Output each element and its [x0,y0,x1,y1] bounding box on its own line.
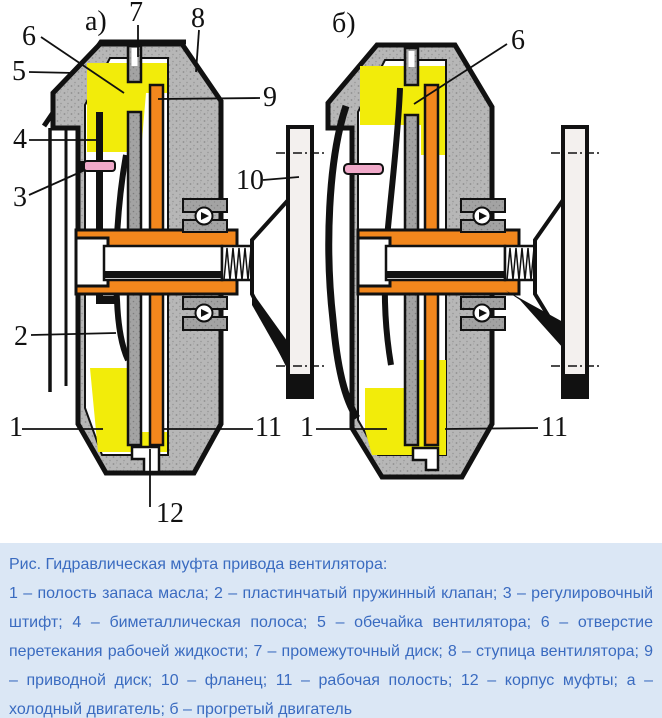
flange-b [563,127,587,397]
callout-11-b: 11 [541,412,568,443]
callout-6-a: 6 [22,21,36,52]
callout-1-a: 1 [9,412,23,443]
leader-9-a [158,98,260,99]
callout-5-a: 5 [12,56,26,87]
caption-legend: 1 – полость запаса масла; 2 – пластинчатый пружинный клапан; 3 – регулировочный штифт; 4 – биметаллическая полоса; 5 – обечайка вентилятора; 6 – отверстие перетекания рабочей жидкости; 7 – промежуточный диск; 8 – ступица вентилятора; 9 – приводной диск; 10 – фланец; 11 – рабочая полость; 12 – корпус муфты; а – холодный двигатель; б – прогретый двигатель [9,585,653,718]
flange-foot-b [563,374,587,397]
shaft-keyline-b [386,271,505,278]
shaft-keyline-a [104,271,222,278]
adjusting-pin-b [344,164,383,174]
callout-8-a: 8 [191,3,205,34]
callout-9-a: 9 [263,82,277,113]
oil-bottom-left-b [365,388,408,455]
figure-caption [0,543,662,718]
callout-6-b: 6 [511,25,525,56]
callout-12-a: 12 [156,498,184,529]
flange-foot-a [288,374,312,397]
callout-11-a: 11 [255,412,282,443]
adjusting-pin-a [84,161,115,171]
bimetal-strip-hook-a [96,296,115,304]
leader-11-b [445,428,538,429]
callout-4-a: 4 [13,124,27,155]
callout-10-a: 10 [236,165,264,196]
disc-slot-a [132,48,138,66]
panel-label-b: б) [332,8,356,39]
panel-a-cold-engine [9,0,324,529]
caption-title: Рис. Гидравлическая муфта привода вентилятора: [9,556,388,573]
callout-2-a: 2 [14,321,28,352]
callout-1-b: 1 [300,412,314,443]
callout-7-a: 7 [129,0,143,28]
leader-5-a [29,72,75,73]
panel-label-a: а) [85,6,107,37]
flange-a [288,127,312,397]
callout-3-a: 3 [13,182,27,213]
panel-b-warm-engine [300,8,599,477]
disc-slot-b [409,51,415,67]
